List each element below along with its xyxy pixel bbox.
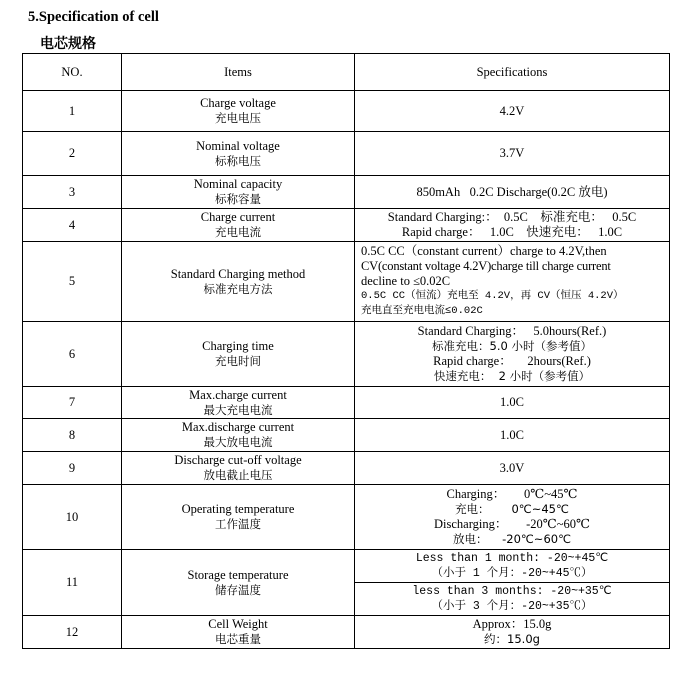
table-row <box>23 419 670 452</box>
row-no: 10 <box>23 485 122 550</box>
row-no: 4 <box>23 209 122 242</box>
row-spec <box>355 616 670 649</box>
row-spec <box>355 387 670 419</box>
spec-line: CV(constant voltage 4.2V)charge till charge current <box>361 259 611 273</box>
table-header-row <box>23 54 670 91</box>
row-spec <box>355 322 670 387</box>
item-cn: 最大放电电流 <box>203 435 273 449</box>
spec-line: 3.7V <box>499 146 525 160</box>
item-en: Charge current <box>200 210 276 224</box>
row-item <box>122 387 355 419</box>
spec-line: 0.5C CC（constant current）charge to 4.2V,then <box>361 244 607 258</box>
row-spec <box>355 176 670 209</box>
item-en: Charging time <box>202 339 274 353</box>
row-item <box>122 419 355 452</box>
table-row <box>23 550 670 616</box>
table-row <box>23 616 670 649</box>
section-subtitle: 电芯规格 <box>40 36 96 52</box>
item-en: Cell Weight <box>208 617 268 631</box>
table-row <box>23 322 670 387</box>
row-no: 3 <box>23 176 122 209</box>
item-en: Operating temperature <box>181 502 295 516</box>
spec-line: Rapid charge： 1.0C 快速充电： 1.0C <box>401 225 623 239</box>
spec-line: Approx：15.0g <box>472 617 552 631</box>
item-cn: 最大充电电流 <box>203 402 273 417</box>
table-row <box>23 176 670 209</box>
row-no: 7 <box>23 387 122 419</box>
row-no: 6 <box>23 322 122 387</box>
spec-line: Less than 1 month: -20~+45℃ <box>415 552 609 565</box>
row-item <box>122 550 355 616</box>
spec-line: 充电直至充电电流≤0.02C <box>361 305 483 317</box>
spec-line: decline to ≤0.02C <box>361 274 451 288</box>
specification-table <box>22 53 670 649</box>
table-row <box>23 209 670 242</box>
row-spec <box>355 132 670 176</box>
row-spec <box>355 209 670 242</box>
spec-line: Charging： 0℃~45℃ <box>446 487 578 501</box>
row-spec <box>355 242 670 322</box>
spec-line: （小于 3 个月：-20~+35℃） <box>431 600 593 613</box>
item-cn: 标称电压 <box>215 153 261 168</box>
table-row <box>23 485 670 550</box>
spec-line: 约：15.0g <box>484 632 540 646</box>
spec-line: 0.5C CC（恒流）充电至 4.2V，再 CV（恒压 4.2V） <box>361 290 624 302</box>
item-en: Max.discharge current <box>181 420 295 434</box>
row-item <box>122 132 355 176</box>
row-item <box>122 485 355 550</box>
item-cn: 工作温度 <box>215 517 261 531</box>
item-en: Standard Charging method <box>170 266 306 281</box>
item-cn: 标准充电方法 <box>203 281 273 296</box>
spec-line: 放电： -20℃~60℃ <box>452 532 571 546</box>
item-cn: 充电时间 <box>215 354 261 368</box>
storage-sub-b <box>355 583 669 615</box>
item-en: Storage temperature <box>187 567 289 582</box>
spec-line: 1.0C <box>500 395 524 409</box>
table-row <box>23 452 670 485</box>
row-spec <box>355 550 670 616</box>
storage-sub-a <box>355 550 669 583</box>
item-cn: 储存温度 <box>215 582 261 597</box>
header-spec: Specifications <box>355 54 670 91</box>
spec-line: 快速充电： 2 小时（参考值） <box>433 369 591 383</box>
row-item <box>122 242 355 322</box>
row-spec <box>355 485 670 550</box>
header-items: Items <box>122 54 355 91</box>
spec-line: 4.2V <box>499 103 525 118</box>
spec-line: 850mAh 0.2C Discharge(0.2C 放电) <box>416 184 608 199</box>
item-en: Nominal capacity <box>193 177 283 191</box>
row-item <box>122 616 355 649</box>
item-en: Nominal voltage <box>196 138 280 153</box>
row-no: 9 <box>23 452 122 485</box>
item-cn: 充电电压 <box>215 111 261 125</box>
table-row <box>23 132 670 176</box>
table-row <box>23 91 670 132</box>
row-item <box>122 452 355 485</box>
spec-line: 标准充电：5.0 小时（参考值） <box>432 339 592 353</box>
spec-line: less than 3 months: -20~+35℃ <box>412 585 612 598</box>
row-no: 2 <box>23 132 122 176</box>
header-no: NO. <box>23 54 122 91</box>
row-no: 11 <box>23 550 122 616</box>
row-no: 12 <box>23 616 122 649</box>
spec-line: （小于 1 个月：-20~+45℃） <box>431 567 593 580</box>
section-title: 5.Specification of cell <box>28 9 159 25</box>
table-row <box>23 242 670 322</box>
table-row <box>23 387 670 419</box>
item-en: Max.charge current <box>189 387 287 402</box>
item-cn: 充电电流 <box>215 225 261 239</box>
item-cn: 放电截止电压 <box>203 468 273 482</box>
spec-line: Standard Charging： 5.0hours(Ref.) <box>417 324 607 338</box>
row-spec <box>355 452 670 485</box>
row-no: 1 <box>23 91 122 132</box>
item-cn: 标称容量 <box>215 192 261 206</box>
spec-line: Rapid charge： 2hours(Ref.) <box>433 354 591 368</box>
row-spec <box>355 91 670 132</box>
row-no: 5 <box>23 242 122 322</box>
spec-line: 3.0V <box>499 460 525 475</box>
item-cn: 电芯重量 <box>215 632 261 646</box>
row-item <box>122 176 355 209</box>
spec-line: 充电： 0℃~45℃ <box>455 502 569 516</box>
spec-line: 1.0C <box>500 427 524 442</box>
item-en: Discharge cut-off voltage <box>174 453 302 467</box>
row-item <box>122 322 355 387</box>
row-spec <box>355 419 670 452</box>
item-en: Charge voltage <box>200 96 276 110</box>
spec-line: Standard Charging:： 0.5C 标准充电： 0.5C <box>387 210 637 224</box>
row-no: 8 <box>23 419 122 452</box>
row-item <box>122 209 355 242</box>
row-item <box>122 91 355 132</box>
spec-line: Discharging： -20℃~60℃ <box>433 517 590 531</box>
